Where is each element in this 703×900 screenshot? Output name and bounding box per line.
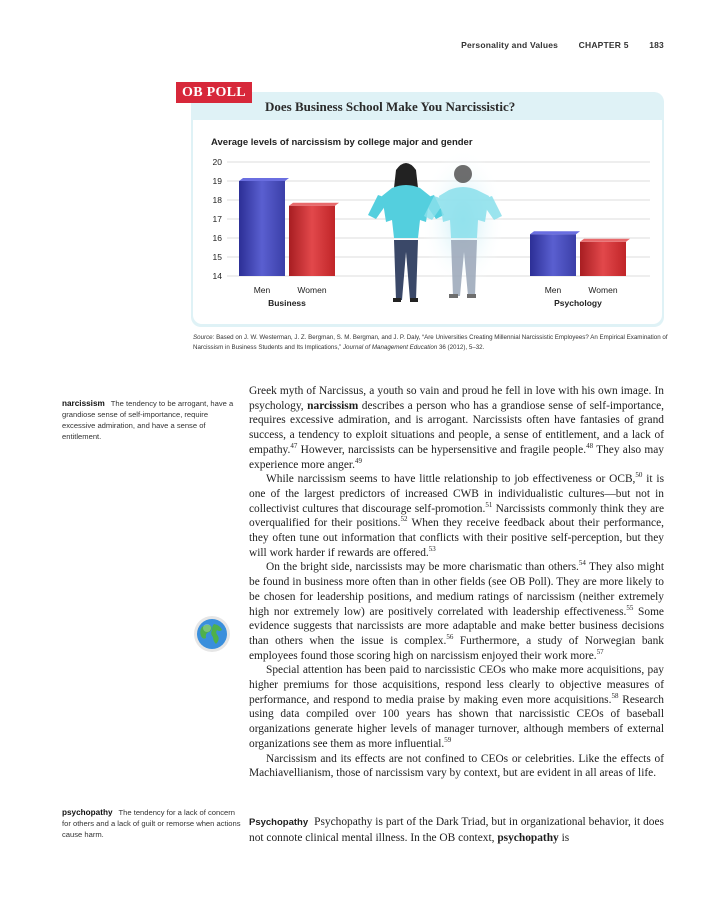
y-tick-label: 20 <box>212 157 222 167</box>
definition-text: The tendency for a lack of concern for others and a lack of guilt or remorse when actions cause harm. <box>62 808 241 839</box>
header-section: Personality and Values <box>461 40 559 50</box>
group-label: Psychology <box>554 298 602 308</box>
source-text: Based on J. W. Westerman, J. Z. Bergman, S. M. Bergman, and J. P. Daly, “Are Universities Creating Millennial Narcissistic Employees? An Empirical Examination of Narcissism in Business Students and Its Implications,” <box>193 334 668 351</box>
source-journal: Journal of Management Education <box>342 344 438 351</box>
bar-top-face <box>530 231 580 234</box>
key-term-narcissism: narcissism <box>307 399 359 412</box>
y-tick-label: 18 <box>212 195 222 205</box>
paragraph: Psychopathy Psychopathy is part of the Dark Triad, but in organizational behavior, it does not connote clinical mental illness. In the OB context, psychopathy is <box>249 816 664 844</box>
paragraph: Narcissism and its effects are not confined to CEOs or celebrities. Like the effects of Machiavellianism, those of narcissism vary by context, but are evident in all areas of life. <box>249 752 664 780</box>
y-tick-label: 17 <box>212 214 222 224</box>
illustration-people <box>368 150 505 302</box>
bar-top-face <box>239 178 289 181</box>
paragraph: While narcissism seems to have little relationship to job effectiveness or OCB,$^{50}$ it is one of the largest predictors of increased CWB in individualistic cultures—but not in collectivist cultures that discourage self-promotion.$^{51}$ Narcissists commonly think they are overqualified for their positions.$^{52}$ When they receive feedback about their performance, they often tune out information that conflicts with their positive self-perception, but they will work harder if rewards are offered.$^{53}$ <box>249 471 664 559</box>
y-tick-label: 15 <box>212 252 222 262</box>
body-text-narcissism <box>249 384 664 781</box>
definition-term: psychopathy <box>62 808 113 817</box>
paragraph: On the bright side, narcissists may be more charismatic than others.$^{54}$ They also might be found in business more often than in other fields (see OB Poll). They are more likely to be chosen for leadership positions, and medium ratings of narcissism (neither extremely high nor extremely low) are positively correlated with leadership effectiveness.$^{55}$ Some evidence suggests that narcissists are more adaptable and make better business decisions than others when the issue is complex.$^{56}$ Furthermore, a study of Norwegian bank employees found those scoring high on narcissism enjoyed their work more.$^{57}$ <box>249 559 664 662</box>
section-heading-psychopathy: Psychopathy <box>249 817 309 828</box>
margin-definition-psychopathy <box>62 807 242 840</box>
header-chapter: CHAPTER 5 <box>578 40 629 50</box>
body-text-psychopathy <box>249 815 664 845</box>
ob-poll-tag: OB POLL <box>176 82 252 103</box>
category-label: Men <box>253 285 271 295</box>
key-term-psychopathy: psychopathy <box>497 831 559 844</box>
category-label: Women <box>588 285 618 295</box>
paragraph: Greek myth of Narcissus, a youth so vain and proud he fell in love with his own image. In psychology, narcissism describes a person who has a grandiose sense of self-importance, requires excessive admiration, and is arrogant. Narcissists often have fantasies of grand success, a tendency to exploit situations and people, a sense of entitlement, and a lack of empathy.$^{47}$ However, narcissists can be hypersensitive and fragile people.$^{48}$ They also may experience more anger.$^{49}$ <box>249 385 664 471</box>
y-tick-label: 14 <box>212 271 222 281</box>
y-tick-label: 16 <box>212 233 222 243</box>
definition-text: The tendency to be arrogant, have a grandiose sense of self-importance, require excessive admiration, and have a sense of entitlement. <box>62 399 234 441</box>
bar-business-women <box>289 206 335 276</box>
bar-psychology-women <box>580 242 626 276</box>
ob-poll-title: Does Business School Make You Narcissistic? <box>265 99 516 114</box>
margin-definition-narcissism <box>62 398 242 442</box>
definition-term: narcissism <box>62 399 105 408</box>
chart-title: Average levels of narcissism by college major and gender <box>211 137 473 148</box>
category-label: Women <box>297 285 327 295</box>
paragraph: Special attention has been paid to narcissistic CEOs who make more acquisitions, pay higher premiums for those acquisitions, respond less clearly to objective measures of performance, and respond to media praise by making even more acquisitions.$^{58}$ Research using data compiled over 100 years has shown that narcissistic CEOs of baseball organizations generate higher levels of manager turnover, although members of external organizations see them as more influential.$^{59}$ <box>249 664 664 750</box>
bar-psychology-men <box>530 234 576 276</box>
source-end: 36 (2012), 5–32. <box>438 344 485 351</box>
category-label: Men <box>544 285 562 295</box>
running-header <box>461 40 664 50</box>
narcissism-bar-chart <box>205 150 655 320</box>
bar-top-face <box>289 203 339 206</box>
bar-business-men <box>239 181 285 276</box>
poll-source <box>193 333 673 353</box>
group-label: Business <box>268 298 306 308</box>
global-globe-icon <box>193 615 231 653</box>
header-page-number: 183 <box>649 40 664 50</box>
bar-top-face <box>580 239 630 242</box>
y-tick-label: 19 <box>212 176 222 186</box>
source-prefix: Source: <box>193 334 215 341</box>
